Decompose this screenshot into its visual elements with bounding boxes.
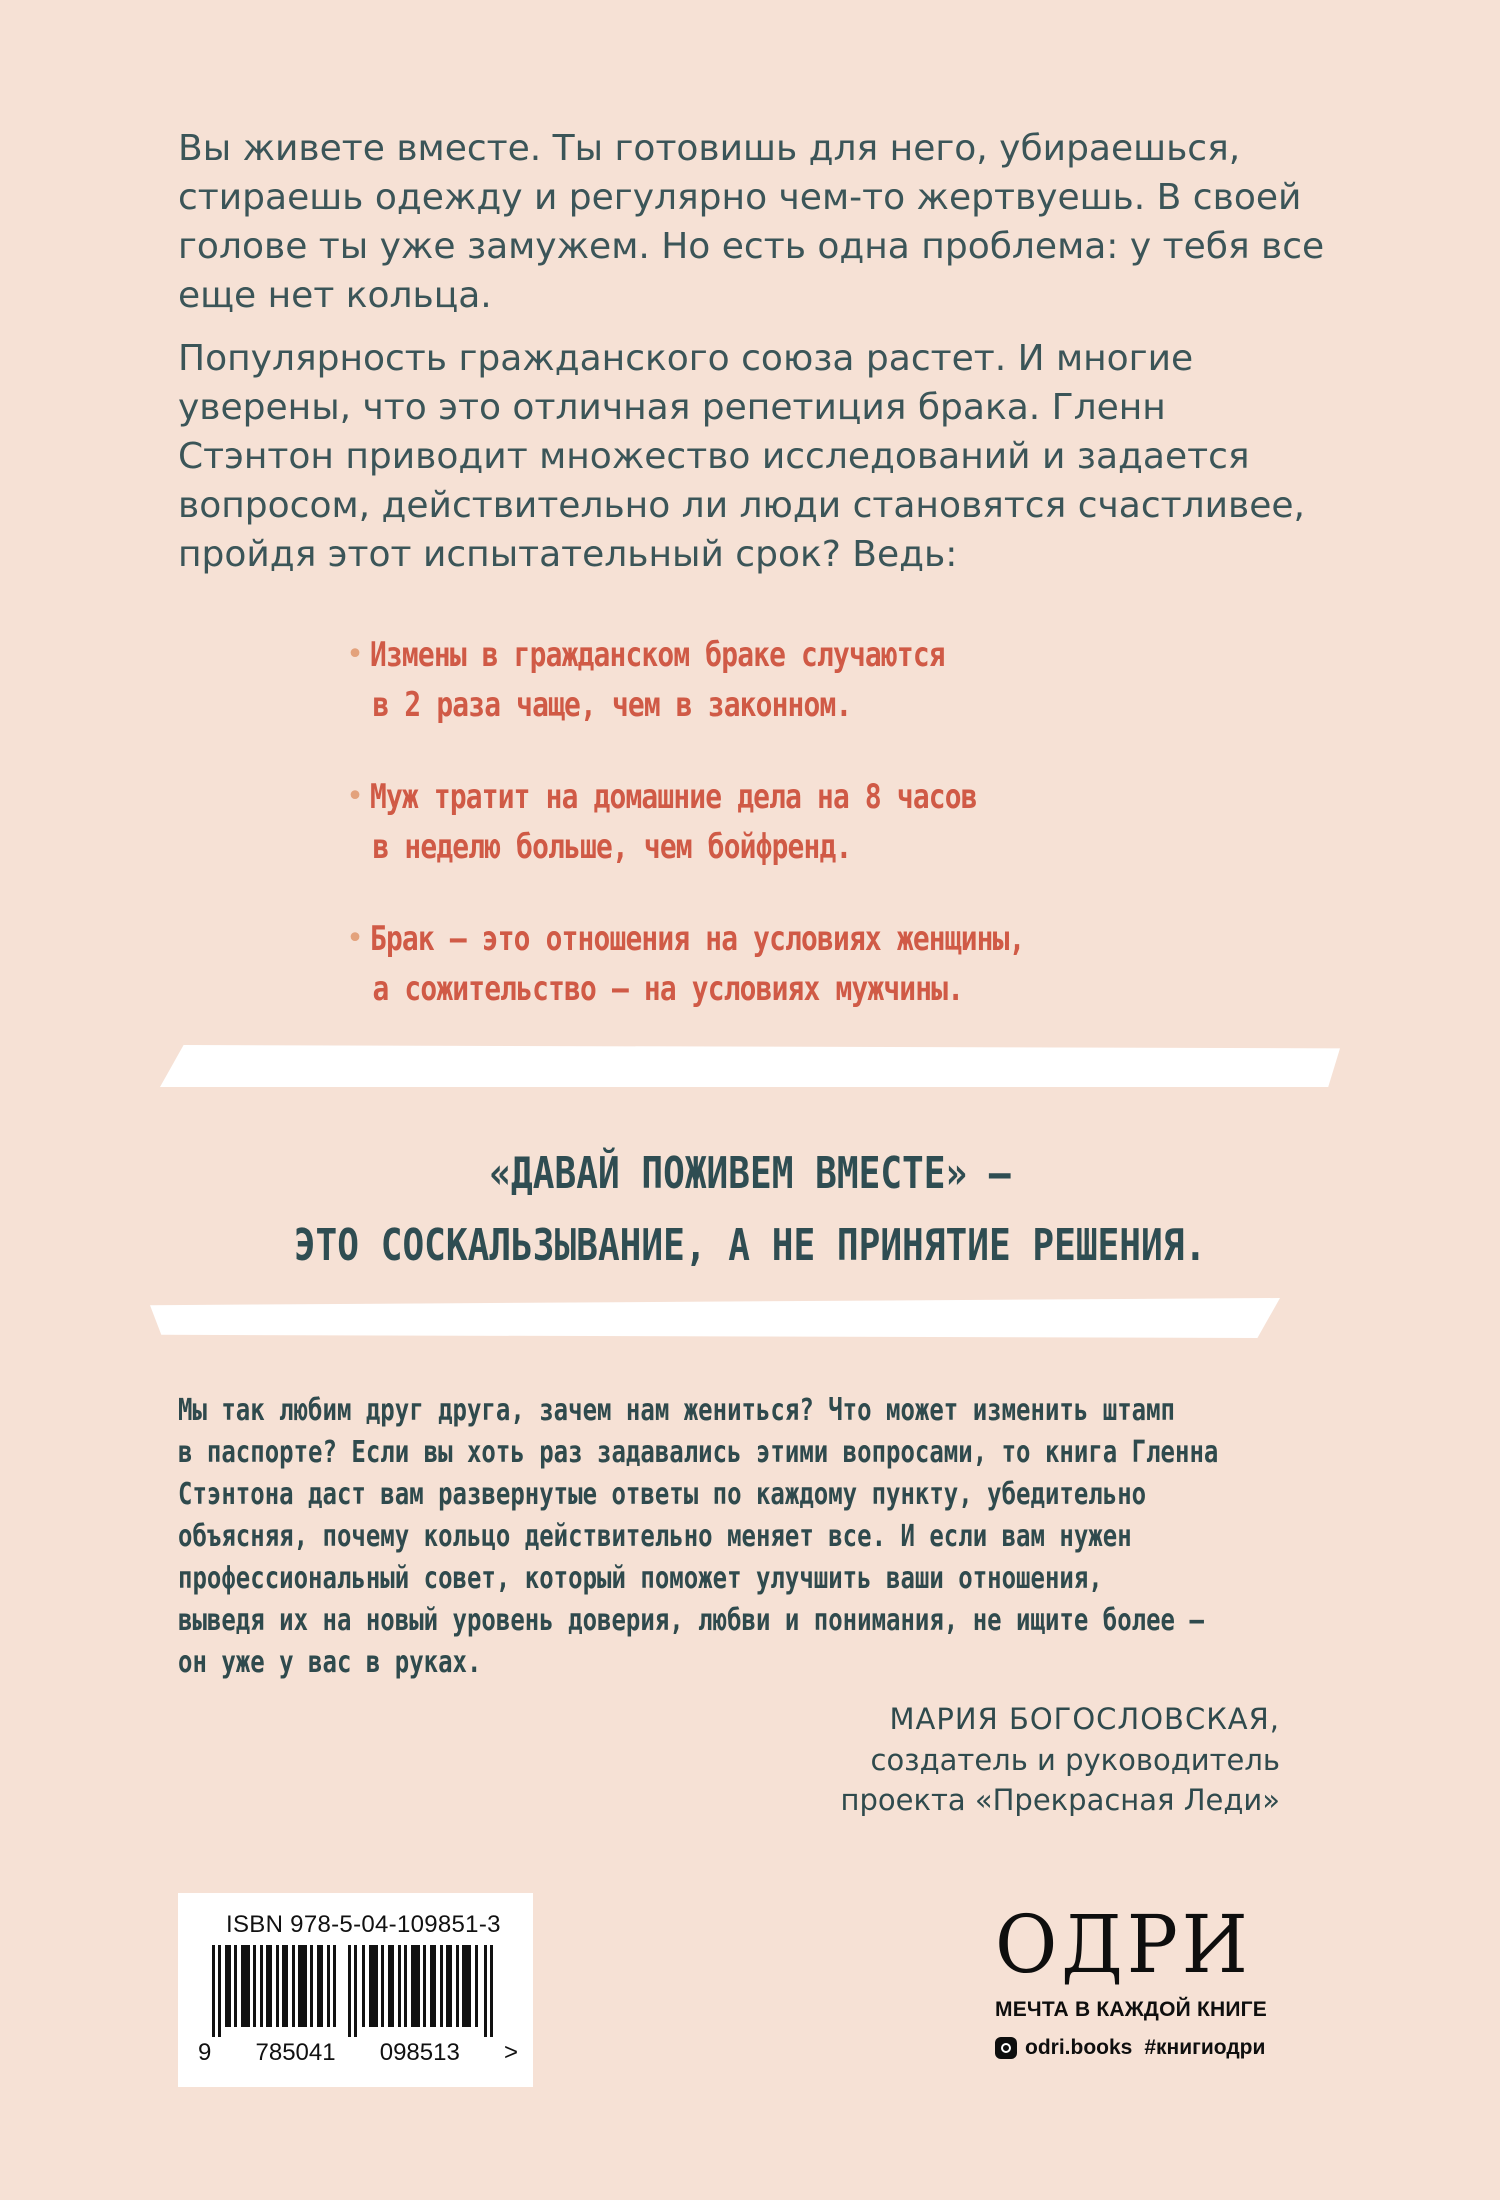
review-line: Мы так любим друг друга, зачем нам жениться? Что может изменить штамп (178, 1393, 1175, 1428)
publisher-tagline: МЕЧТА В КАЖДОЙ КНИГЕ (995, 1998, 1267, 2021)
review-signature (841, 1698, 1280, 1820)
fact-item (346, 630, 1246, 730)
review-text (178, 1390, 1358, 1684)
isbn-label: ISBN 978-5-04-109851-3 (226, 1911, 501, 1938)
review-line: в паспорте? Если вы хоть раз задавались этими вопросами, то книга Гленна (178, 1435, 1219, 1470)
bullet-dot-icon: • (346, 779, 365, 814)
divider-stripe-top (160, 1045, 1340, 1087)
fact-line: в неделю больше, чем бойфренд. (372, 827, 852, 867)
social-handle: odri.books (1025, 2036, 1133, 2059)
intro-paragraph: Популярность гражданского союза растет. И многие уверены, что это отличная репетиция брака. Гленн Стэнтон приводит множество исследований и задается вопросом, действительно ли люди становятся счастливее, пройдя этот испытательный срок? Ведь: (178, 338, 1305, 575)
fact-line: а сожительство — на условиях мужчины. (372, 969, 964, 1009)
intro-paragraph: Вы живете вместе. Ты готовишь для него, убираешься, стираешь одежду и регулярно чем-то жертвуешь. В своей голове ты уже замужем. Но есть одна проблема: у тебя все еще нет кольца. (178, 128, 1325, 316)
review-line: Стэнтона даст вам развернутые ответы по каждому пункту, убедительно (178, 1477, 1147, 1512)
fact-item (346, 914, 1246, 1014)
intro-text (178, 124, 1328, 593)
fact-line: в 2 раза чаще, чем в законном. (372, 685, 852, 725)
barcode-bars-icon (212, 1945, 502, 2037)
signature-role: создатель и руководитель (870, 1743, 1280, 1777)
quote-line: ЭТО СОСКАЛЬЗЫВАНИЕ, А НЕ ПРИНЯТИЕ РЕШЕНИЯ. (293, 1220, 1207, 1271)
pull-quote (0, 1138, 1500, 1282)
review-line: он уже у вас в руках. (178, 1645, 482, 1680)
divider-stripe-bottom (150, 1298, 1280, 1338)
review-line: профессиональный совет, который поможет улучшить ваши отношения, (178, 1561, 1103, 1596)
signature-role: проекта «Прекрасная Леди» (840, 1783, 1280, 1817)
facts-list (346, 630, 1246, 1056)
fact-line: Измены в гражданском браке случаются (370, 635, 945, 675)
barcode-digit: > (503, 2039, 518, 2066)
fact-line: Брак — это отношения на условиях женщины, (370, 919, 1025, 959)
barcode-digit: 9 (198, 2039, 212, 2066)
barcode-digit: 098513 (379, 2039, 460, 2066)
social-hashtag: #книгиодри (1144, 2036, 1266, 2059)
bullet-dot-icon: • (346, 637, 365, 672)
review-line: выведя их на новый уровень доверия, любви и понимания, не ищите более — (178, 1603, 1204, 1638)
bullet-dot-icon: • (346, 921, 365, 956)
signature-name: МАРИЯ БОГОСЛОВСКАЯ, (889, 1702, 1280, 1736)
publisher-logo: ОДРИ (995, 1898, 1252, 1991)
fact-line: Муж тратит на домашние дела на 8 часов (370, 777, 977, 817)
social-line (995, 2036, 1295, 2060)
quote-line: «ДАВАЙ ПОЖИВЕМ ВМЕСТЕ» — (489, 1148, 1011, 1199)
instagram-icon (995, 2037, 1017, 2059)
barcode-digits (198, 2039, 518, 2067)
barcode-digit: 785041 (255, 2039, 336, 2066)
review-line: объясняя, почему кольцо действительно меняет все. И если вам нужен (178, 1519, 1132, 1554)
isbn-barcode (178, 1893, 533, 2087)
publisher-block (995, 1900, 1295, 2060)
fact-item (346, 772, 1246, 872)
